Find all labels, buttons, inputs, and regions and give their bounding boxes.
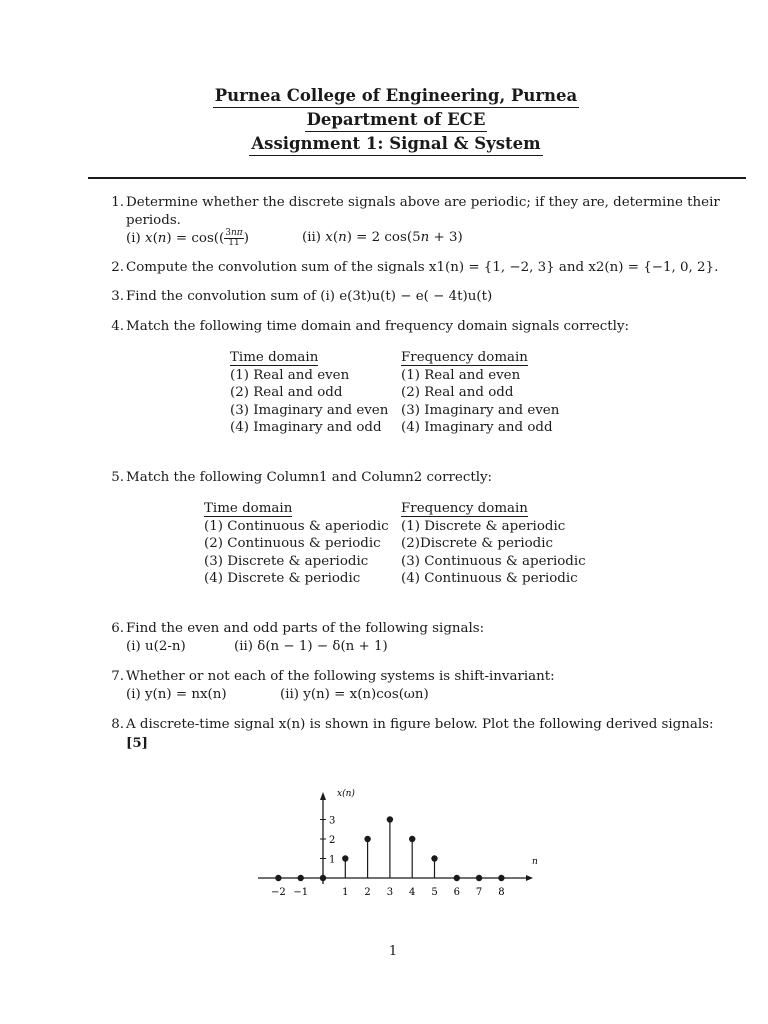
- question-text: Match the following Column1 and Column2 correctly:: [126, 470, 493, 485]
- department-title: Department of ECE: [305, 110, 488, 132]
- question-text: Compute the convolution sum of the signals x1(n) = {1, −2, 3} and x2(n) = {−1, 0, 2}.: [126, 260, 719, 275]
- table-cell: (1) Real and even: [230, 367, 350, 383]
- column-header: Frequency domain: [401, 350, 528, 365]
- column-header: Time domain: [204, 501, 293, 516]
- x-tick-label: 5: [431, 887, 438, 898]
- question-text: Find the even and odd parts of the following signals:: [126, 621, 485, 636]
- table-cell: (2) Real and odd: [230, 385, 343, 401]
- question-number: 8.: [111, 717, 124, 732]
- question-1-part-i: (i) x(n) = cos(( $\frac{3n\pi}{11}$ ): [126, 228, 249, 248]
- table-cell: (1) Real and even: [401, 367, 521, 383]
- y-axis-label: x(n): [337, 789, 355, 799]
- header-divider: [88, 177, 746, 179]
- college-title: Purnea College of Engineering, Purnea: [213, 86, 579, 108]
- y-tick-label: 1: [329, 854, 336, 866]
- table-cell: (1) Discrete & aperiodic: [401, 518, 566, 534]
- table-cell: (1) Continuous & aperiodic: [204, 518, 389, 534]
- question-number: 7.: [111, 669, 124, 684]
- page-number: 1: [388, 944, 398, 959]
- match-table-4-frequency: [401, 349, 559, 437]
- stem-plot: [250, 780, 540, 910]
- x-tick-label: 1: [342, 887, 349, 898]
- fraction: $\frac{3n\pi}{11}$: [225, 228, 243, 248]
- question-number: 1.: [111, 195, 124, 210]
- stem-point: [409, 836, 415, 842]
- table-cell: (3) Continuous & aperiodic: [401, 553, 586, 569]
- column-header: Time domain: [230, 350, 319, 365]
- stem-point: [342, 855, 348, 861]
- column-header: Frequency domain: [401, 501, 528, 516]
- question-number: 6.: [111, 621, 124, 636]
- question-1-part-ii: (ii) x(n) = 2 cos(5n + 3): [302, 230, 463, 245]
- table-cell: (3) Imaginary and even: [230, 402, 389, 418]
- x-tick-label: 8: [498, 887, 505, 898]
- question-number: 2.: [111, 260, 124, 275]
- stem-point: [298, 875, 304, 881]
- x-tick-label: −2: [271, 887, 286, 898]
- question-text: Determine whether the discrete signals above are periodic; if they are, determine their periods.: [126, 195, 720, 228]
- x-tick-label: 6: [453, 887, 460, 898]
- assignment-title: Assignment 1: Signal & System: [249, 134, 542, 156]
- stem-point: [454, 875, 460, 881]
- table-cell: (2)Discrete & periodic: [401, 536, 554, 552]
- stem-point: [498, 875, 504, 881]
- document-header: [0, 86, 768, 158]
- x-tick-label: 3: [386, 887, 394, 898]
- table-cell: (3) Discrete & aperiodic: [204, 553, 369, 569]
- question-number: 5.: [111, 470, 124, 485]
- y-axis-arrow: [320, 792, 326, 800]
- question-text: A discrete-time signal x(n) is shown in figure below. Plot the following derived signals:: [126, 717, 714, 732]
- question-text: Find the convolution sum of (i) e(3t)u(t) − e( − 4t)u(t): [126, 289, 493, 304]
- question-number: 4.: [111, 319, 124, 334]
- y-tick-label: 2: [329, 835, 336, 846]
- x-tick-label: 7: [475, 887, 483, 898]
- question-6-part-i: (i) u(2-n): [126, 639, 186, 654]
- question-7-part-ii: (ii) y(n) = x(n)cos(ωn): [280, 687, 429, 702]
- stem-point: [387, 816, 393, 822]
- table-cell: (4) Continuous & periodic: [401, 571, 578, 587]
- x-tick-label: 2: [364, 887, 371, 898]
- x-axis-label: n: [532, 857, 538, 867]
- stem-point: [320, 875, 326, 881]
- question-text: Whether or not each of the following systems is shift-invariant:: [126, 669, 555, 684]
- table-cell: (2) Real and odd: [401, 385, 514, 401]
- table-cell: (4) Discrete & periodic: [204, 571, 361, 587]
- question-number: 3.: [111, 289, 124, 304]
- table-cell: (4) Imaginary and odd: [401, 420, 553, 436]
- table-cell: (4) Imaginary and odd: [230, 420, 382, 436]
- x-tick-label: 4: [409, 887, 416, 898]
- stem-point: [364, 836, 370, 842]
- table-cell: (3) Imaginary and even: [401, 402, 560, 418]
- x-axis-arrow: [526, 875, 533, 881]
- match-table-5-frequency: [401, 500, 586, 588]
- x-tick-label: −1: [293, 887, 309, 898]
- marks-label: [5]: [126, 735, 148, 751]
- question-6-part-ii: (ii) δ(n − 1) − δ(n + 1): [234, 639, 388, 654]
- question-text: Match the following time domain and frequency domain signals correctly:: [126, 319, 630, 334]
- stem-point: [476, 875, 482, 881]
- question-7-part-i: (i) y(n) = nx(n): [126, 687, 227, 702]
- stem-point: [431, 855, 437, 861]
- match-table-4-time: [230, 349, 388, 437]
- match-table-5-time: [204, 500, 389, 588]
- table-cell: (2) Continuous & periodic: [204, 536, 381, 552]
- stem-point: [275, 875, 281, 881]
- y-tick-label: 3: [329, 815, 336, 827]
